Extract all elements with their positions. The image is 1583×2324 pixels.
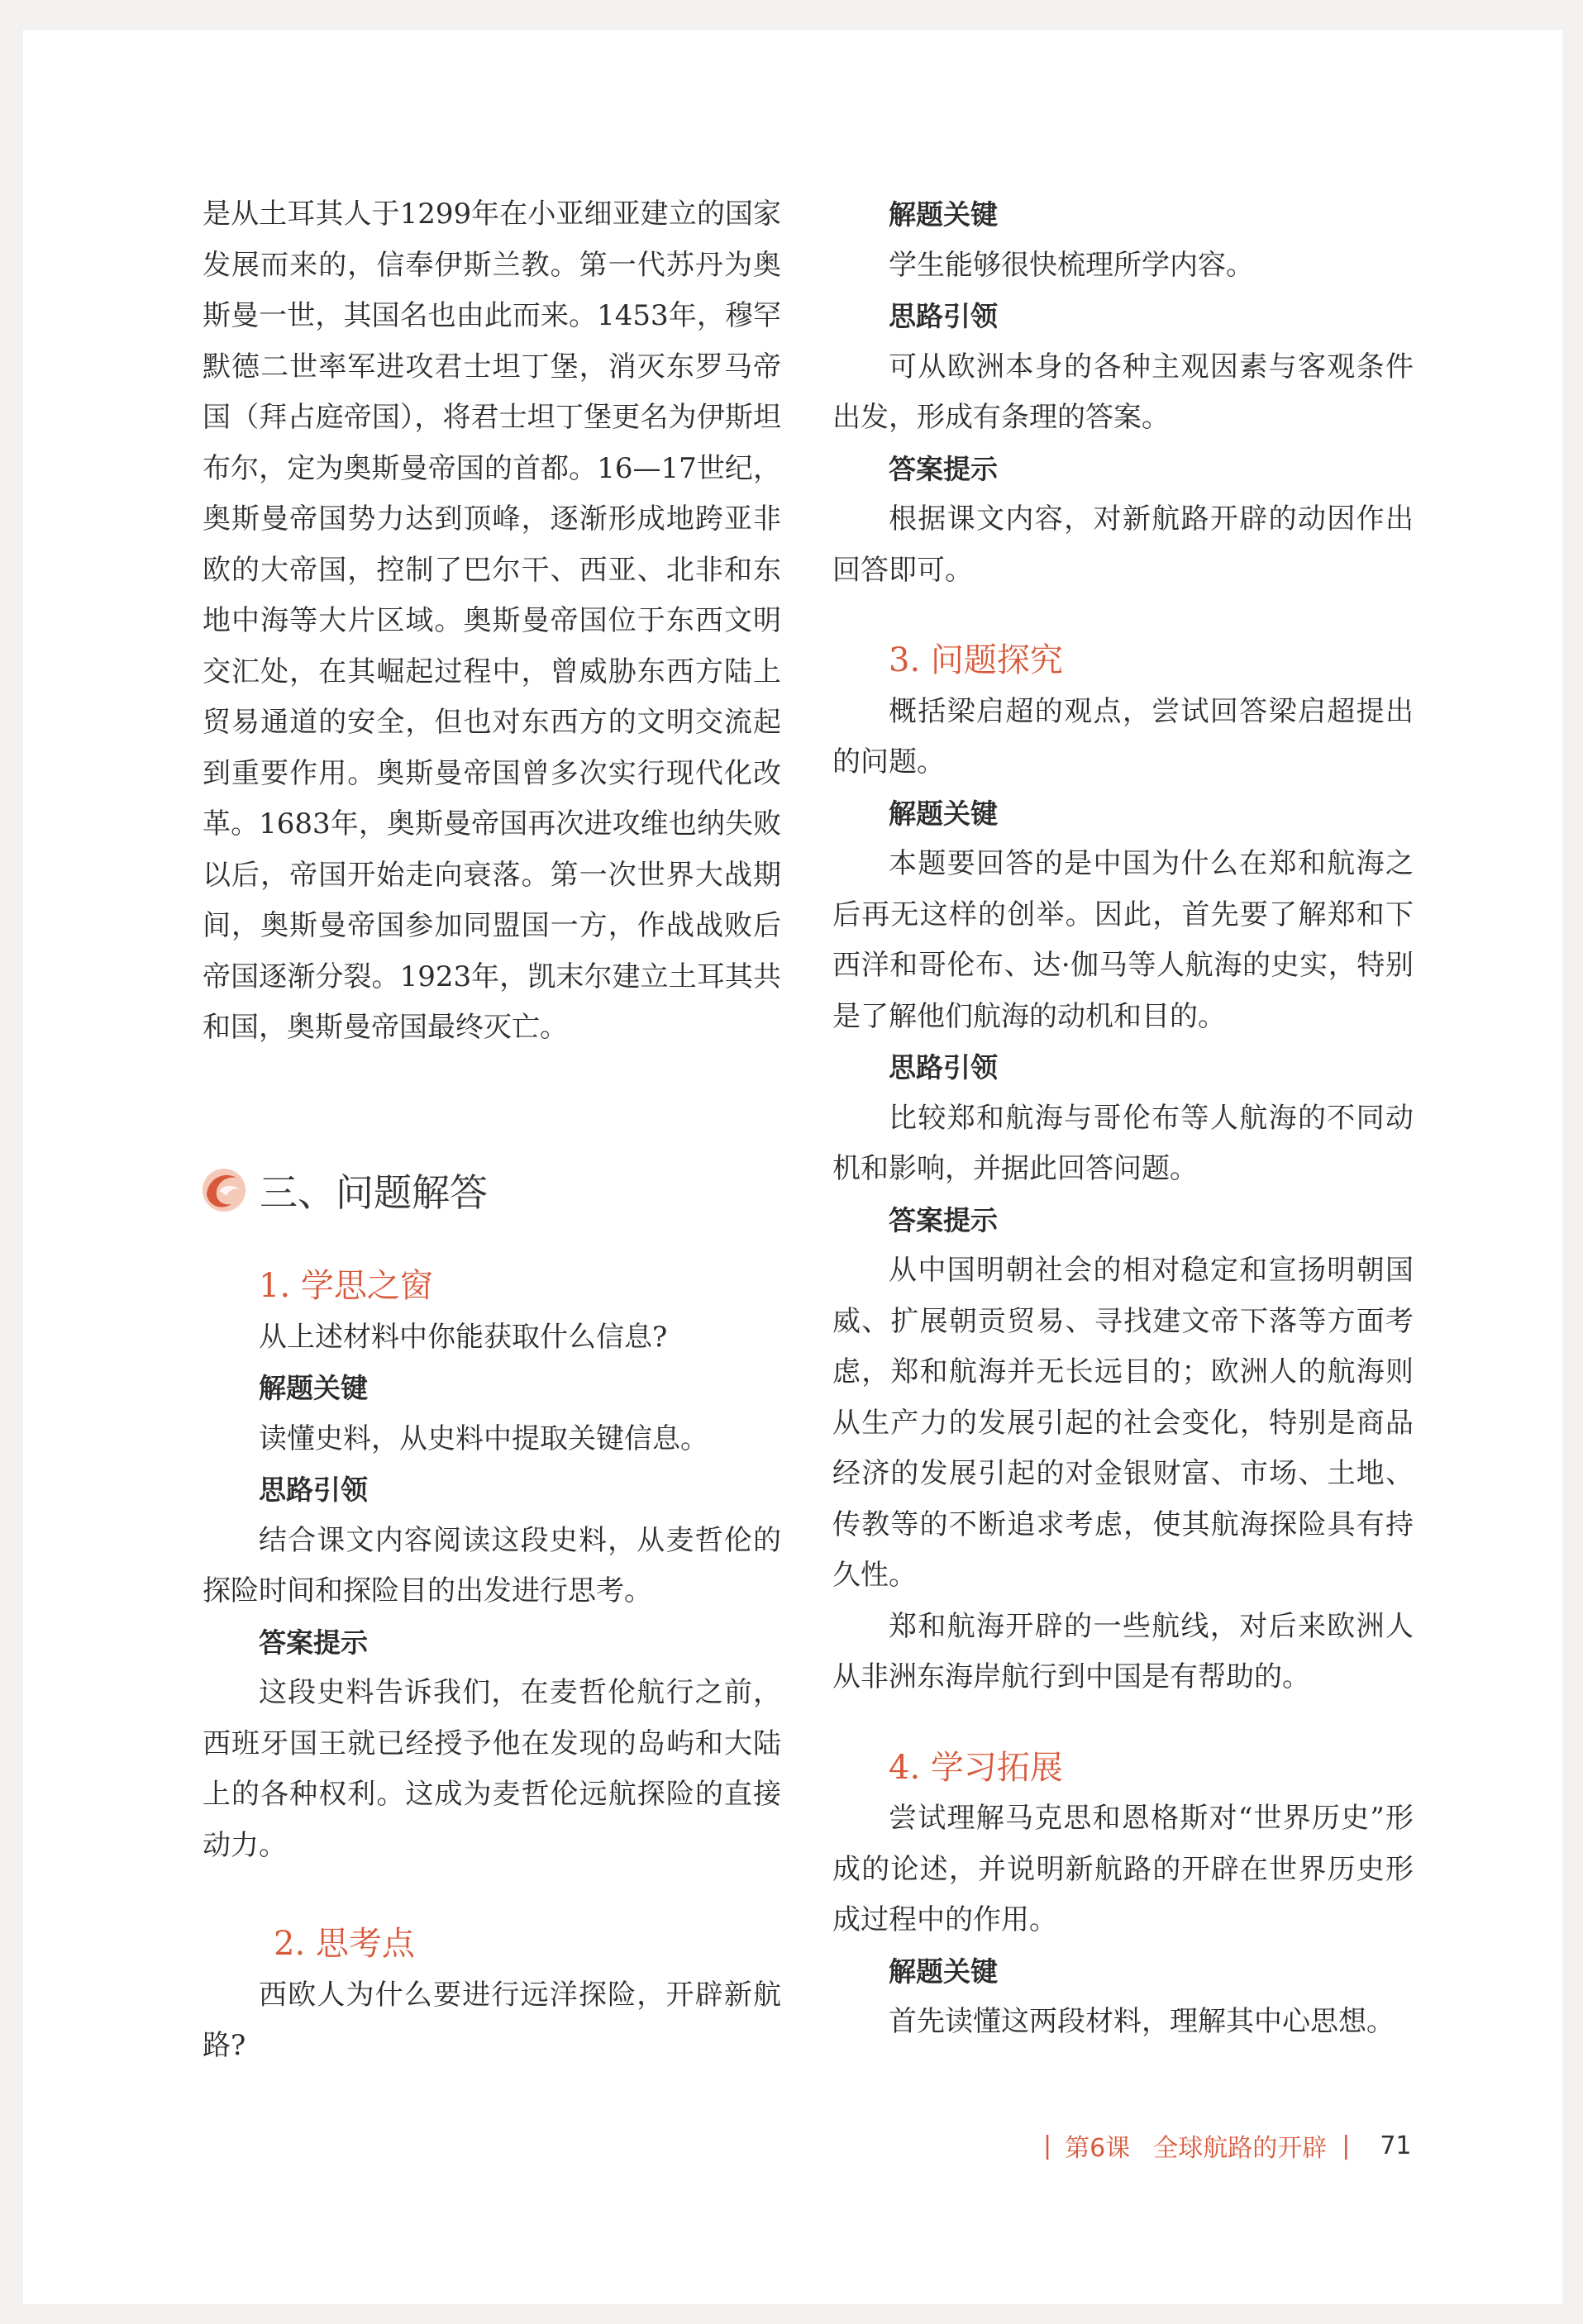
q1-answer-text: 这段史料告诉我们，在麦哲伦航行之前，西班牙国王就已经授予他在发现的岛屿和大陆上的各种权利。这成为麦哲伦远航探险的直接动力。 <box>203 1676 781 1862</box>
right-column <box>832 189 1414 2048</box>
q1-guide-label: 思路引领 <box>259 1474 368 1506</box>
footer-title: 全球航路的开辟 <box>1153 2134 1328 2163</box>
q3-guide-text: 比较郑和航海与哥伦布等人航海的不同动机和影响，并据此回答问题。 <box>832 1101 1414 1185</box>
page-footer <box>1043 2125 1412 2166</box>
q4-question: 尝试理解马克思和恩格斯对“世界历史”形成的论述，并说明新航路的开辟在世界历史形成过程中的作用。 <box>832 1802 1414 1936</box>
q1-answer-label: 答案提示 <box>259 1626 368 1659</box>
q2-heading: 2. 思考点 <box>274 1925 415 1963</box>
q3-guide-label: 思路引领 <box>889 1051 998 1083</box>
q3-key-label: 解题关键 <box>889 797 998 830</box>
q2-guide-label: 思路引领 <box>889 300 998 332</box>
section-swirl-icon <box>200 1166 248 1214</box>
q3-answer-label: 答案提示 <box>889 1203 998 1236</box>
q4-key-label: 解题关键 <box>889 1955 998 1988</box>
q2-question: 西欧人为什么要进行远洋探险，开辟新航路? <box>203 1978 781 2062</box>
q1-heading: 1. 学思之窗 <box>259 1267 433 1305</box>
q2-key-label: 解题关键 <box>889 198 998 231</box>
q1-key-label: 解题关键 <box>259 1372 368 1404</box>
q4-heading: 4. 学习拓展 <box>889 1748 1063 1787</box>
footer-divider-left: | <box>1043 2131 1052 2160</box>
q2-answer-text: 根据课文内容，对新航路开辟的动因作出回答即可。 <box>832 502 1414 587</box>
q1-guide-text: 结合课文内容阅读这段史料，从麦哲伦的探险时间和探险目的出发进行思考。 <box>203 1523 781 1607</box>
left-column-qa <box>203 1261 781 2072</box>
section-title: 三、问题解答 <box>260 1170 488 1215</box>
page-number: 71 <box>1380 2131 1412 2160</box>
q3-heading: 3. 问题探究 <box>889 641 1063 679</box>
footer-chapter: 第6课 <box>1065 2134 1131 2163</box>
q2-answer-label: 答案提示 <box>889 452 998 485</box>
q1-question: 从上述材料中你能获取什么信息? <box>259 1320 668 1354</box>
q3-key-text: 本题要回答的是中国为什么在郑和航海之后再无这样的创举。因此，首先要了解郑和下西洋和哥伦布、达·伽马等人航海的史实，特别是了解他们航海的动机和目的。 <box>832 847 1414 1033</box>
left-column <box>203 189 781 1054</box>
intro-paragraph: 是从土耳其人于1299年在小亚细亚建立的国家发展而来的，信奉伊斯兰教。第一代苏丹为奥斯曼一世，其国名也由此而来。1453年，穆罕默德二世率军进攻君士坦丁堡，消灭东罗马帝国（拜占庭帝国），将君士坦丁堡更名为伊斯坦布尔，定为奥斯曼帝国的首都。16—17世纪，奥斯曼帝国势力达到顶峰，逐渐形成地跨亚非欧的大帝国，控制了巴尔干、西亚、北非和东地中海等大片区域。奥斯曼帝国位于东西文明交汇处，在其崛起过程中，曾威胁东西方陆上贸易通道的安全，但也对东西方的文明交流起到重要作用。奥斯曼帝国曾多次实行现代化改革。1683年，奥斯曼帝国再次进攻维也纳失败以后，帝国开始走向衰落。第一次世界大战期间，奥斯曼帝国参加同盟国一方，作战战败后帝国逐渐分裂。1923年，凯末尔建立土耳其共和国，奥斯曼帝国最终灭亡。 <box>203 198 781 1044</box>
footer-divider-right: | <box>1342 2131 1351 2160</box>
q3-answer-text-2: 郑和航海开辟的一些航线，对后来欧洲人从非洲东海岸航行到中国是有帮助的。 <box>832 1609 1414 1693</box>
q2-key-text: 学生能够很快梳理所学内容。 <box>889 248 1254 282</box>
q3-answer-text-1: 从中国明朝社会的相对稳定和宣扬明朝国威、扩展朝贡贸易、寻找建文帝下落等方面考虑，郑和航海并无长远目的；欧洲人的航海则从生产力的发展引起的社会变化，特别是商品经济的发展引起的对金银财富、市场、土地、传教等的不断追求考虑，使其航海探险具有持久性。 <box>832 1254 1414 1592</box>
q2-guide-text: 可从欧洲本身的各种主观因素与客观条件出发，形成有条理的答案。 <box>832 350 1414 434</box>
q1-key-text: 读懂史料，从史料中提取关键信息。 <box>259 1422 708 1455</box>
section-heading <box>200 1157 488 1223</box>
q4-key-text: 首先读懂这两段材料，理解其中心思想。 <box>889 2005 1395 2038</box>
q3-question: 概括梁启超的观点，尝试回答梁启超提出的问题。 <box>832 694 1414 779</box>
